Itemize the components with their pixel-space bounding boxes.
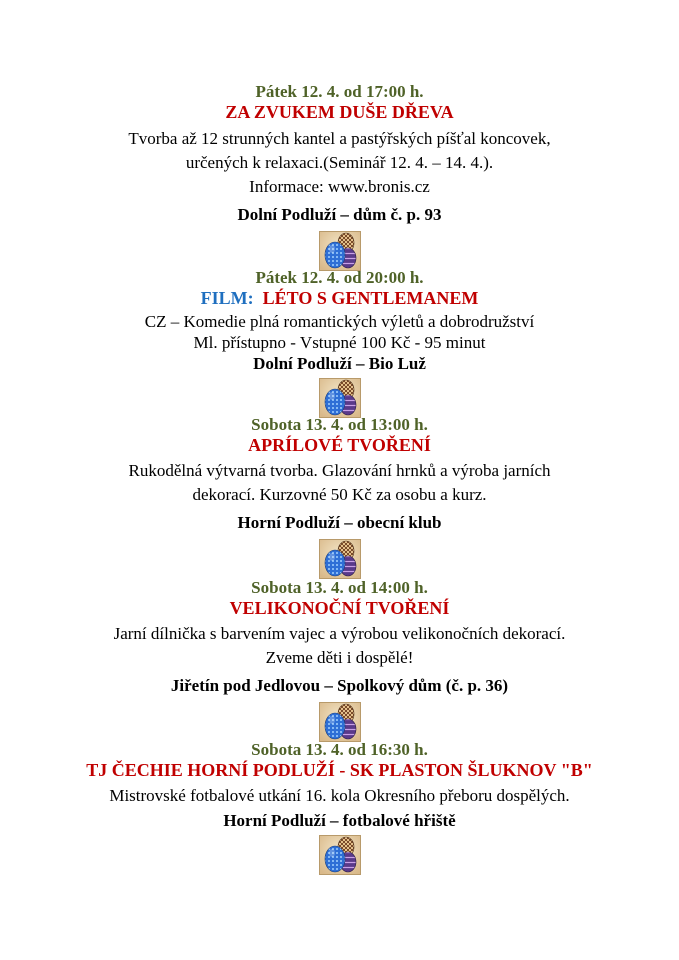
easter-eggs-icon <box>319 702 361 742</box>
event-description-line: CZ – Komedie plná romantických výletů a dobrodružství <box>144 312 535 331</box>
event-1 <box>0 82 679 271</box>
event-4 <box>0 578 679 742</box>
event-description-line: Mistrovské fotbalové utkání 16. kola Okresního přeboru dospělých. <box>109 786 570 805</box>
easter-eggs-icon <box>319 378 361 418</box>
event-date: Pátek 12. 4. od 20:00 h. <box>255 268 424 287</box>
event-title: ZA ZVUKEM DUŠE DŘEVA <box>225 102 454 122</box>
event-location: Horní Podluží – obecní klub <box>237 513 442 532</box>
event-description-line: Tvorba až 12 strunných kantel a pastýřských píšťal koncovek, <box>128 129 551 148</box>
event-description-line: Informace: www.bronis.cz <box>249 177 430 196</box>
event-location: Horní Podluží – fotbalové hřiště <box>223 811 456 830</box>
event-description-line: dekorací. Kurzovné 50 Kč za osobu a kurz. <box>192 485 487 504</box>
event-3 <box>0 415 679 579</box>
event-location: Dolní Podluží – dům č. p. 93 <box>237 205 442 224</box>
event-date: Pátek 12. 4. od 17:00 h. <box>255 82 424 101</box>
event-title: TJ ČECHIE HORNÍ PODLUŽÍ - SK PLASTON ŠLUKNOV "B" <box>86 760 593 780</box>
event-title <box>0 288 679 309</box>
event-location: Jiřetín pod Jedlovou – Spolkový dům (č. p. 36) <box>170 676 509 695</box>
easter-eggs-icon <box>319 231 361 271</box>
easter-eggs-icon <box>319 539 361 579</box>
event-description-line: Ml. přístupno - Vstupné 100 Kč - 95 minut <box>193 333 486 352</box>
event-5 <box>0 740 679 875</box>
easter-eggs-icon <box>319 835 361 875</box>
event-description-line: určených k relaxaci.(Seminář 12. 4. – 14. 4.). <box>185 153 494 172</box>
event-date: Sobota 13. 4. od 16:30 h. <box>251 740 428 759</box>
event-description-line: Rukodělná výtvarná tvorba. Glazování hrnků a výroba jarních <box>128 461 551 480</box>
event-date: Sobota 13. 4. od 14:00 h. <box>251 578 428 597</box>
event-title-text: LÉTO S GENTLEMANEM <box>262 288 479 308</box>
event-date: Sobota 13. 4. od 13:00 h. <box>251 415 428 434</box>
event-location: Dolní Podluží – Bio Luž <box>253 354 426 373</box>
event-description-line: Zveme děti i dospělé! <box>265 648 414 667</box>
event-2 <box>0 268 679 418</box>
event-description-line: Jarní dílnička s barvením vajec a výrobou velikonočních dekorací. <box>113 624 566 643</box>
event-title-prefix: FILM: <box>200 288 254 308</box>
event-title: VELIKONOČNÍ TVOŘENÍ <box>229 598 450 618</box>
event-title: APRÍLOVÉ TVOŘENÍ <box>248 435 431 455</box>
